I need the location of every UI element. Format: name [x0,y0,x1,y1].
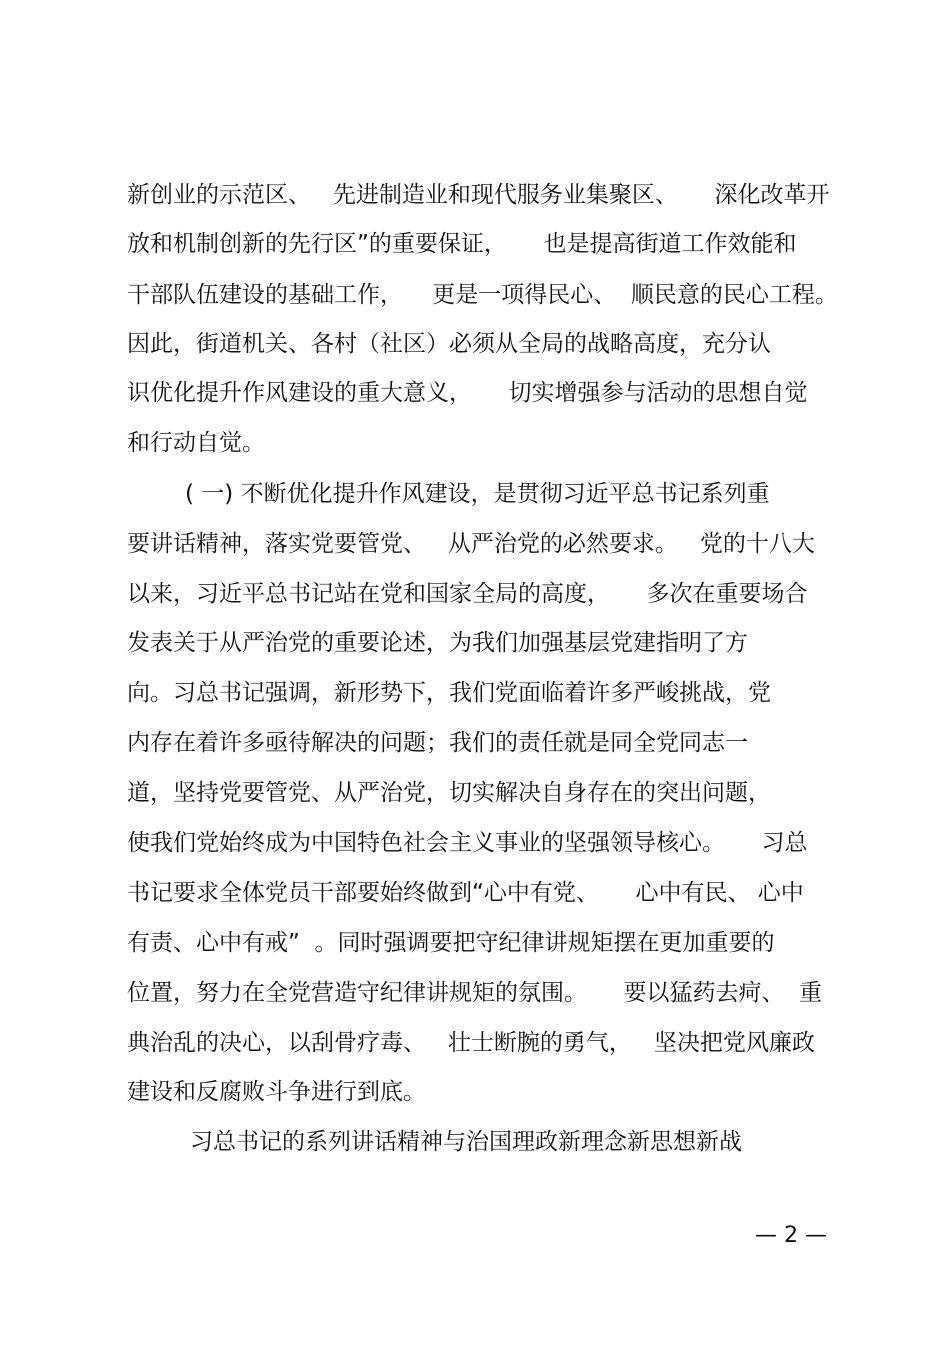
text-line-10: 发表关于从严治党的重要论述，为我们加强基层党建指明了方 [127,630,748,656]
text-line-1: 新创业的示范区、 先进制造业和现代服务业集聚区、 深化改革开 [127,182,830,208]
text-line-13: 道，坚持党要管党、从严治党，切实解决自身存在的突出问题， [127,780,771,806]
text-line-16: 有责、心中有戒” 。同时强调要把守纪律讲规矩摆在更加重要的 [127,930,775,956]
text-line-12: 内存在着许多亟待解决的问题；我们的责任就是同全党同志一 [127,730,748,756]
text-line-5: 识优化提升作风建设的重大意义， 切实增强参与活动的思想自觉 [127,380,808,406]
text-line-4: 因此，街道机关、各村（社区）必须从全局的战略高度，充分认 [127,331,771,357]
text-line-11: 向。习总书记强调，新形势下，我们党面临着许多严峻挑战，党 [127,680,771,706]
text-line-3: 干部队伍建设的基础工作， 更是一项得民心、 顺民意的民心工程。 [127,282,838,308]
text-line-8: 要讲话精神，落实党要管党、 从严治党的必然要求。 党的十八大 [127,531,815,557]
text-line-14: 使我们党始终成为中国特色社会主义事业的坚强领导核心。 习总 [127,830,808,856]
text-line-17: 位置，努力在全党营造守纪律讲规矩的氛围。 要以猛药去疴、 重 [127,980,823,1006]
page-number: — 2 — [755,1223,827,1248]
text-line-20: 习总书记的系列讲话精神与治国理政新理念新思想新战 [190,1129,742,1155]
text-line-18: 典治乱的决心，以刮骨疗毒、 壮士断腕的勇气， 坚决把党风廉政 [127,1030,815,1056]
text-line-2: 放和机制创新的先行区”的重要保证， 也是提高街道工作效能和 [127,231,797,257]
text-line-6: 和行动自觉。 [127,430,265,456]
text-line-15: 书记要求全体党员干部要始终做到“心中有党、 心中有民、 心中 [127,880,804,906]
text-line-9: 以来，习近平总书记站在党和国家全局的高度， 多次在重要场合 [127,581,808,607]
paragraph-heading-line: ( 一) 不断优化提升作风建设，是贯彻习近平总书记系列重 [185,481,770,507]
text-line-19: 建设和反腐败斗争进行到底。 [127,1079,426,1105]
